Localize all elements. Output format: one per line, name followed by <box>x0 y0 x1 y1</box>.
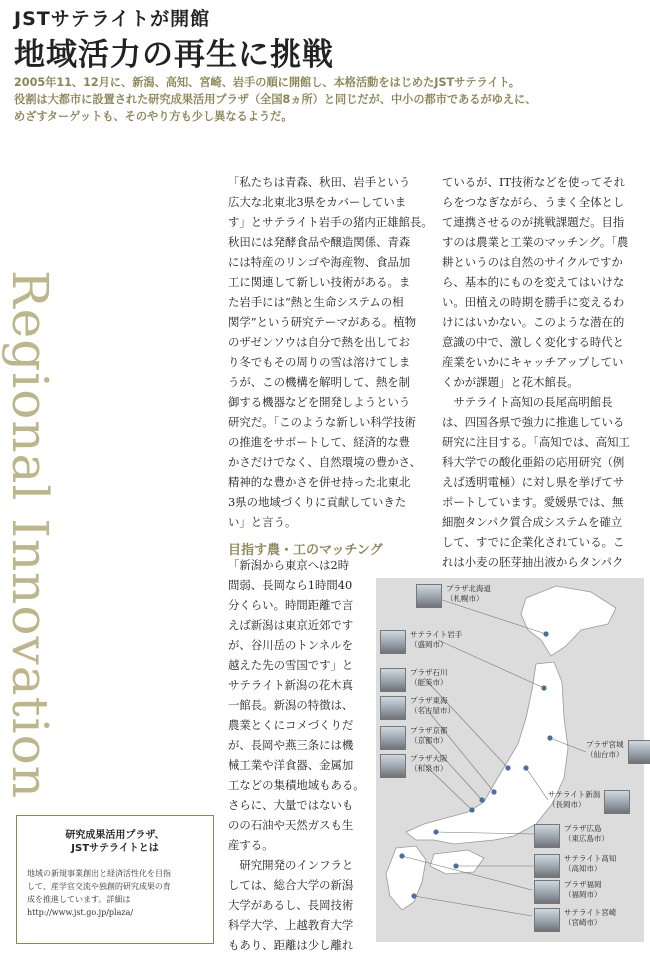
article-line: が、長岡や燕三条には機 <box>228 738 354 752</box>
location-city: （札幌市） <box>446 594 484 603</box>
location-city: （和泉市） <box>410 764 448 773</box>
article-line: して、すでに企業化されている。こ <box>442 535 625 549</box>
map-location-miyazaki <box>534 908 616 932</box>
location-name: サテライト高知 <box>564 854 617 863</box>
article-line: サテライト高知の長尾高明館長 <box>442 395 613 409</box>
article-line: かさだけでなく、自然環境の豊かさ、 <box>228 455 421 469</box>
article-line: の推進をサポートして、経済的な豊 <box>228 435 411 449</box>
article-line: ているが、IT技術などを使ってそれ <box>442 175 625 189</box>
article-line: 科学大学、上越教育大学 <box>228 918 354 932</box>
map-location-kochi <box>534 854 616 878</box>
page-title: 地域活力の再生に挑戦 <box>14 37 334 73</box>
article-line: は、四国各県で強力に推進している <box>442 415 625 429</box>
map-location-hiroshima <box>534 824 609 848</box>
article-line: い」と言う。 <box>228 515 297 529</box>
article-line: 産業をいかにキャッチアップしてい <box>442 355 624 369</box>
location-city: （福岡市） <box>564 890 602 899</box>
article-line: しては、総合大学の新潟 <box>228 878 354 892</box>
map-location-osaka <box>380 754 448 778</box>
article-line: り冬でもその周りの雪は溶けてしま <box>228 355 411 369</box>
article-line: 研究だ。「このような新しい科学技術 <box>228 415 416 429</box>
map-location-miyagi <box>586 740 650 764</box>
section-subhead: 目指す農・工のマッチング <box>228 543 383 558</box>
article-line: 一館長。新潟の特徴は、 <box>228 698 354 712</box>
article-line: もあり、距離は少し離れ <box>228 938 354 952</box>
article-line: くかが課題」と花木館長。 <box>442 375 579 389</box>
facility-photo <box>380 754 406 778</box>
info-box-body <box>27 867 203 919</box>
article-line: 細胞タンパク質合成システムを確立 <box>442 515 623 529</box>
lead-text <box>14 74 642 125</box>
lead-line: 2005年11、12月に、新潟、高知、宮崎、岩手の順に開館し、本格活動をはじめたJSTサテライト。 <box>14 76 520 89</box>
map-location-iwate <box>380 630 462 654</box>
article-column-middle <box>228 555 365 955</box>
location-city: （能美市） <box>410 678 448 687</box>
article-line: のザゼンソウは自分で熱を出してお <box>228 335 411 349</box>
article-line: 工に関連して新しい技術がある。ま <box>228 275 411 289</box>
facility-photo <box>380 726 406 750</box>
kyushu-shape <box>386 846 426 910</box>
article-line: ポートしています。愛媛県では、無 <box>442 495 624 509</box>
article-line: 耕というのは自然のサイクルですか <box>442 255 623 269</box>
article-line: 「新潟から東京へは2時 <box>228 558 350 572</box>
info-box-line: 地域の新規事業創出と経済活性化を目指 <box>27 869 171 878</box>
location-name: プラザ石川 <box>410 668 448 677</box>
article-line: す」とサテライト岩手の猪内正雄館長。 <box>228 215 433 229</box>
info-box-title-line: 研究成果活用プラザ、 <box>65 830 165 841</box>
kicker: JSTサテライトが開館 <box>14 8 211 30</box>
lead-line: 役割は大都市に設置された研究成果活用プラザ（全国8ヵ所）と同じだが、中小の都市であるがゆえに、 <box>14 93 537 106</box>
article-line: けにはいかない。このような潜在的 <box>442 315 625 329</box>
article-line: 御する機器などを開発しようという <box>228 395 411 409</box>
article-line: 越えた先の雪国です」と <box>228 658 354 672</box>
location-name: プラザ東海 <box>410 696 448 705</box>
article-line: 「私たちは青森、秋田、岩手という <box>228 175 411 189</box>
article-line: 大学があるし、長岡技術 <box>228 898 354 912</box>
location-name: プラザ福岡 <box>564 880 602 889</box>
location-name: プラザ広島 <box>564 824 602 833</box>
side-title: Regional Innovation <box>1 270 59 799</box>
location-city: （宮崎市） <box>564 918 602 927</box>
info-box-title-line: JSTサテライトとは <box>71 843 159 854</box>
article-line: ら、基本的にものを変えてはいけな <box>442 275 625 289</box>
facility-photo <box>534 908 560 932</box>
map-location-ishikawa <box>380 668 448 692</box>
map-location-niigata <box>548 790 630 814</box>
article-line: 工などの集積地域もある。 <box>228 778 365 792</box>
info-box-title <box>17 829 213 855</box>
facility-photo <box>380 668 406 692</box>
location-name: プラザ宮城 <box>586 740 624 749</box>
article-line: 精神的な豊かさを併せ持った北東北 <box>228 475 411 489</box>
facility-photo <box>416 584 442 608</box>
article-line: には特産のリンゴや海産物、食品加 <box>228 255 411 269</box>
map-location-kyoto <box>380 726 448 750</box>
location-city: （東広島市） <box>564 834 609 843</box>
map-location-hokkaido <box>416 584 491 608</box>
location-name: プラザ京都 <box>410 726 448 735</box>
article-line: 意識の中で、激しく変化する時代と <box>442 335 625 349</box>
article-line: 関学”という研究テーマがある。植物 <box>228 315 417 329</box>
article-line: 3県の地域づくりに貢献していきた <box>228 495 407 509</box>
location-city: （京都市） <box>410 736 448 745</box>
hokkaido-shape <box>521 586 616 656</box>
info-box-url[interactable]: http://www.jst.go.jp/plaza/ <box>27 908 134 917</box>
facility-photo <box>534 824 560 848</box>
article-line: い。田植えの時期を勝手に変えるわ <box>442 295 625 309</box>
article-line: らをつなぎながら、うまく全体とし <box>442 195 625 209</box>
article-line: えば透明電極）に対し県を挙げてサ <box>442 475 625 489</box>
article-line: えば新潟は東京近郊です <box>228 618 354 632</box>
location-name: サテライト宮崎 <box>564 908 617 917</box>
article-line: 分くらい。時間距離で言 <box>228 598 354 612</box>
facility-photo <box>628 740 650 764</box>
article-line: さらに、大量ではないも <box>228 798 354 812</box>
location-name: サテライト新潟 <box>548 790 601 799</box>
article-column-left <box>228 172 433 532</box>
facility-photo <box>534 880 560 904</box>
location-name: サテライト岩手 <box>410 630 463 639</box>
article-line: が、谷川岳のトンネルを <box>228 638 353 652</box>
location-city: （高知市） <box>564 864 602 873</box>
map-location-tokai <box>380 696 455 720</box>
article-line: のの石油や天然ガスも生 <box>228 818 354 832</box>
article-line: うが、この機構を解明して、熱を制 <box>228 375 411 389</box>
article-line: 研究開発のインフラと <box>228 858 354 872</box>
article-line: て連携させるのが挑戦課題だ。目指 <box>442 215 625 229</box>
info-box-line: して、産学官交流や独創的研究成果の育 <box>27 882 171 891</box>
info-box <box>16 815 214 944</box>
info-box-line: 成を推進しています。詳細は <box>27 895 131 904</box>
article-line: 科大学での酸化亜鉛の応用研究（例 <box>442 455 625 469</box>
article-line: 農業とくにコメづくりだ <box>228 718 354 732</box>
lead-line: めざすターゲットも、そのやり方も少し異なるようだ。 <box>14 110 293 123</box>
location-name: プラザ北海道 <box>446 584 491 593</box>
article-line: 間弱、長岡なら1時間40 <box>228 578 353 592</box>
location-city: （盛岡市） <box>410 640 448 649</box>
facility-photo <box>604 790 630 814</box>
article-line: 広大な北東北3県をカバーしていま <box>228 195 407 209</box>
article-line: 秋田には発酵食品や醸造関係、青森 <box>228 235 411 249</box>
article-line: サテライト新潟の花木真 <box>228 678 353 692</box>
article-line: た岩手には“熱と生命システムの相 <box>228 295 404 309</box>
location-city: （仙台市） <box>586 750 624 759</box>
article-line: 研究に注目する。「高知では、高知工 <box>442 435 630 449</box>
facility-photo <box>380 696 406 720</box>
japan-map <box>376 578 644 942</box>
location-city: （名古屋市） <box>410 706 455 715</box>
article-line: れは小麦の胚芽抽出液からタンパク <box>442 555 624 569</box>
article-column-right <box>442 172 630 572</box>
article-line: すのは農業と工業のマッチング。「農 <box>442 235 629 249</box>
location-city: （長岡市） <box>548 800 586 809</box>
facility-photo <box>380 630 406 654</box>
location-name: プラザ大阪 <box>410 754 448 763</box>
facility-photo <box>534 854 560 878</box>
map-location-fukuoka <box>534 880 602 904</box>
article-line: 産する。 <box>228 838 274 852</box>
article-line: 械工業や洋食器、金属加 <box>228 758 354 772</box>
